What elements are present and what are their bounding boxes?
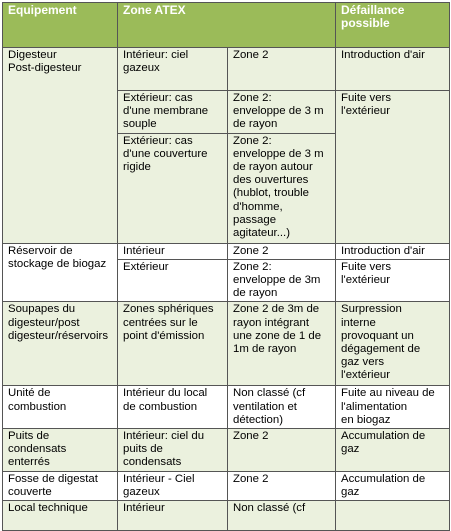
equipement-cell: Digesteur Post-digesteur (3, 48, 118, 244)
defaillance-cell: Fuite vers l'extérieur (336, 91, 450, 244)
zone-location-cell: Zones sphériques centrées sur le point d'émission (118, 302, 228, 386)
atex-zones-table (2, 2, 450, 531)
equipement-cell: Soupapes du digesteur/post digesteur/réservoirs (3, 302, 118, 386)
defaillance-cell: Fuite au niveau de l'alimentation en biogaz (336, 386, 450, 429)
zone-class-cell: Non classé (cf ventilation et détection) (228, 386, 336, 429)
zone-class-cell: Zone 2 (228, 471, 336, 500)
header-equipement: Equipement (3, 3, 118, 48)
zone-location-cell: Extérieur: cas d'une couverture rigide (118, 133, 228, 243)
equipement-cell: Unité de combustion (3, 386, 118, 429)
table-header-row (3, 3, 450, 48)
defaillance-cell: Fuite vers l'extérieur (336, 259, 450, 302)
table-row (3, 386, 450, 429)
equipement-cell: Réservoir de stockage de biogaz (3, 243, 118, 302)
table-row (3, 471, 450, 500)
table-row (3, 501, 450, 531)
zone-class-cell: Zone 2 de 3m de rayon intégrant une zone de 1 de 1m de rayon (228, 302, 336, 386)
equipement-cell: Fosse de digestat couverte (3, 471, 118, 500)
equipement-cell: Local technique (3, 501, 118, 531)
zone-location-cell: Intérieur: ciel du puits de condensats (118, 429, 228, 472)
zone-location-cell: Intérieur - Ciel gazeux (118, 471, 228, 500)
zone-class-cell: Zone 2 (228, 429, 336, 472)
defaillance-cell: Accumulation de gaz (336, 471, 450, 500)
zone-location-cell: Extérieur (118, 259, 228, 302)
defaillance-cell: Accumulation de gaz (336, 429, 450, 472)
defaillance-cell (336, 501, 450, 531)
zone-class-cell: Non classé (cf (228, 501, 336, 531)
table-row (3, 48, 450, 91)
zone-class-cell: Zone 2 (228, 243, 336, 259)
equipement-cell: Puits de condensats enterrés (3, 429, 118, 472)
table-row (3, 429, 450, 472)
table-row (3, 302, 450, 386)
zone-location-cell: Extérieur: cas d'une membrane souple (118, 91, 228, 134)
defaillance-cell: Introduction d'air (336, 243, 450, 259)
zone-class-cell: Zone 2: enveloppe de 3m de rayon (228, 259, 336, 302)
zone-location-cell: Intérieur (118, 243, 228, 259)
zone-location-cell: Intérieur (118, 501, 228, 531)
zone-class-cell: Zone 2 (228, 48, 336, 91)
header-defaillance: Défaillance possible (336, 3, 450, 48)
zone-class-cell: Zone 2: enveloppe de 3 m de rayon autour des ouvertures (hublot, trouble d'homme, passage agitateur...) (228, 133, 336, 243)
zone-class-cell: Zone 2: enveloppe de 3 m de rayon (228, 91, 336, 134)
defaillance-cell: Introduction d'air (336, 48, 450, 91)
defaillance-cell: Surpression interne provoquant un dégagement de gaz vers l'extérieur (336, 302, 450, 386)
header-zone-atex: Zone ATEX (118, 3, 336, 48)
table-row (3, 243, 450, 259)
zone-location-cell: Intérieur: ciel gazeux (118, 48, 228, 91)
zone-location-cell: Intérieur du local de combustion (118, 386, 228, 429)
